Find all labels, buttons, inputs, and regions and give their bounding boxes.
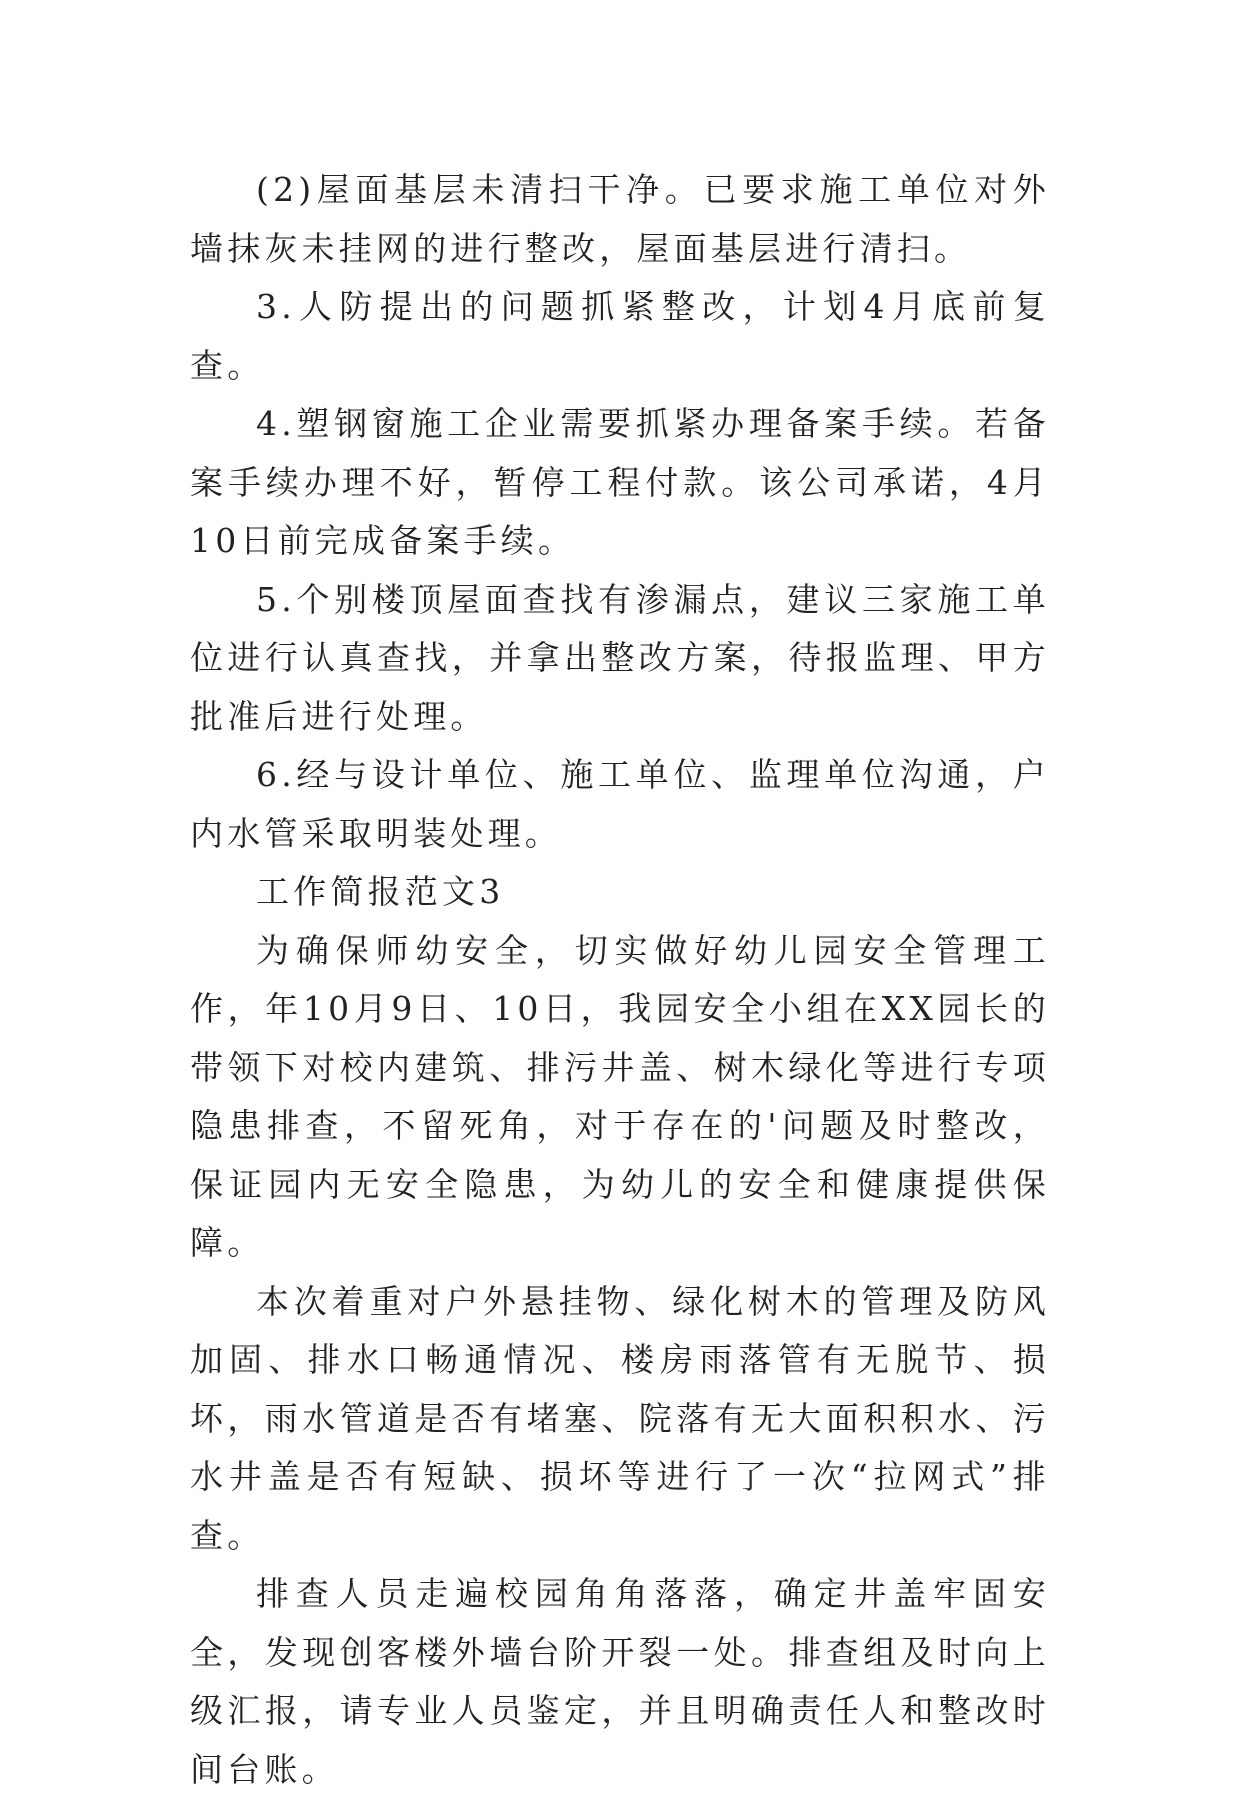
section-heading: 工作简报范文3 — [256, 872, 505, 911]
document-body — [190, 161, 1050, 1799]
paragraph-civil-defense: 3.人防提出的问题抓紧整改，计划4月底前复查。 — [190, 287, 1050, 385]
paragraph-window-filing: 4.塑钢窗施工企业需要抓紧办理备案手续。若备案手续办理不好，暂停工程付款。该公司承诺，4月10日前完成备案手续。 — [190, 404, 1050, 560]
paragraph-roof-cleaning: (2)屋面基层未清扫干净。已要求施工单位对外墙抹灰未挂网的进行整改，屋面基层进行清扫。 — [190, 170, 1050, 268]
paragraph-roof-leak: 5.个别楼顶屋面查找有渗漏点，建议三家施工单位进行认真查找，并拿出整改方案，待报监理、甲方批准后进行处理。 — [190, 579, 1050, 736]
paragraph-inspection-scope: 本次着重对户外悬挂物、绿化树木的管理及防风加固、排水口畅通情况、楼房雨落管有无脱节、损坏，雨水管道是否有堵塞、院落有无大面积积水、污水井盖是否有短缺、损坏等进行了一次“拉网式”排查。 — [190, 1281, 1050, 1555]
paragraph-water-pipe: 6.经与设计单位、施工单位、监理单位沟通，户内水管采取明装处理。 — [190, 755, 1050, 853]
paragraph-inspection-findings: 排查人员走遍校园角角落落，确定井盖牢固安全，发现创客楼外墙台阶开裂一处。排查组及时向上级汇报，请专业人员鉴定，并且明确责任人和整改时间台账。 — [190, 1574, 1050, 1789]
paragraph-safety-inspection: 为确保师幼安全，切实做好幼儿园安全管理工作，年10月9日、10日，我园安全小组在XX园长的带领下对校内建筑、排污井盖、树木绿化等进行专项隐患排查，不留死角，对于存在的'问题及时整改，保证园内无安全隐患，为幼儿的安全和健康提供保障。 — [190, 930, 1050, 1262]
